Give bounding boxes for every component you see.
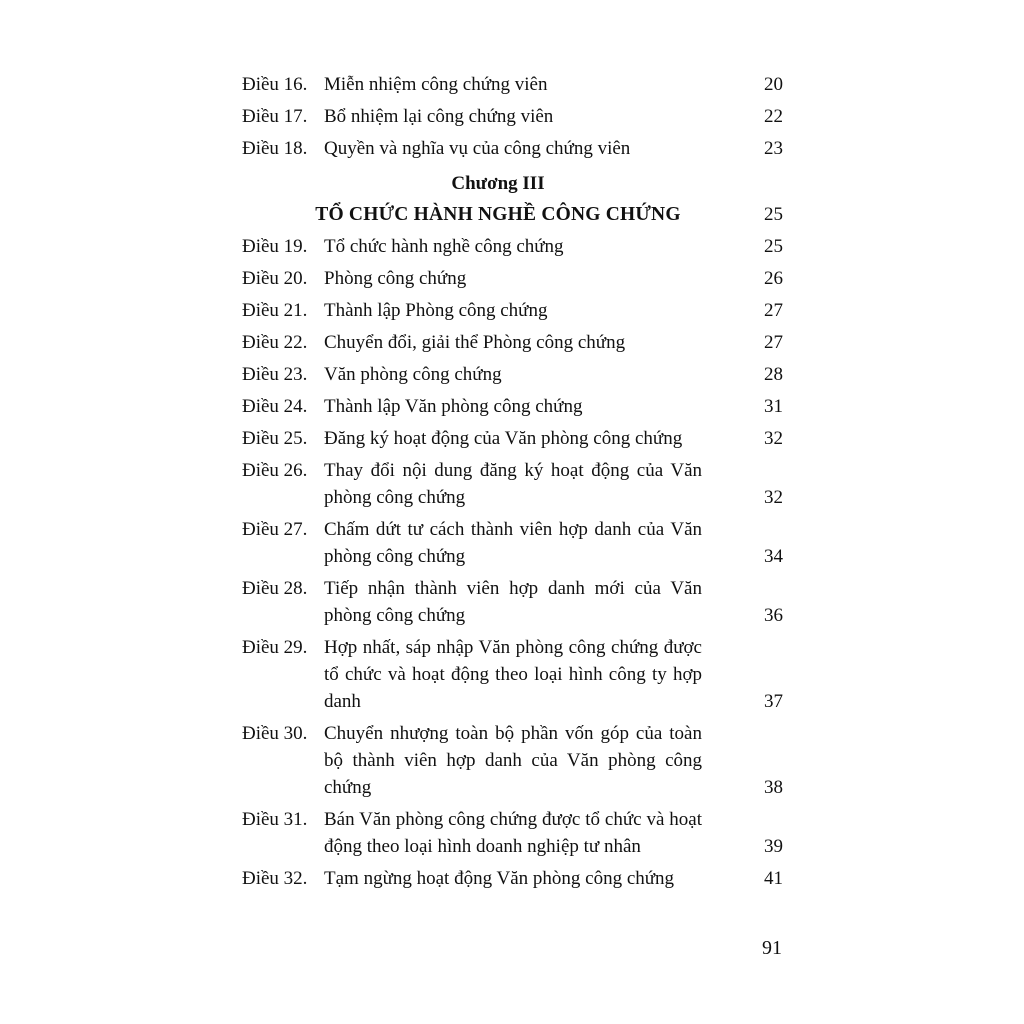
page-number: 34	[764, 546, 783, 567]
chapter-number: Chương III	[451, 173, 545, 194]
table-of-contents	[242, 71, 787, 897]
article-label: Điều 16.	[242, 74, 308, 95]
page-number: 25	[764, 236, 783, 257]
toc-entry	[242, 516, 787, 570]
chapter-title: TỔ CHỨC HÀNH NGHỀ CÔNG CHỨNG	[315, 204, 681, 225]
article-label: Điều 27.	[242, 519, 308, 540]
article-title: Bán Văn phòng công chứng được tổ chức và hoạt động theo loại hình doanh nghiệp tư nhân	[324, 809, 702, 857]
page-number: 39	[764, 836, 783, 857]
article-label: Điều 22.	[242, 332, 308, 353]
toc-entry	[242, 720, 787, 801]
article-label: Điều 31.	[242, 809, 308, 830]
article-label: Điều 23.	[242, 364, 308, 385]
article-label: Điều 30.	[242, 723, 308, 744]
article-label: Điều 20.	[242, 268, 308, 289]
toc-entry	[242, 361, 787, 388]
article-title: Đăng ký hoạt động của Văn phòng công chứng	[324, 428, 683, 449]
article-title: Tạm ngừng hoạt động Văn phòng công chứng	[324, 868, 675, 889]
toc-entry	[242, 806, 787, 860]
toc-entry	[242, 71, 787, 98]
article-title: Chuyển nhượng toàn bộ phần vốn góp của toàn bộ thành viên hợp danh của Văn phòng công chứng	[324, 723, 702, 798]
page-number: 41	[764, 868, 783, 889]
article-title: Hợp nhất, sáp nhập Văn phòng công chứng được tổ chức và hoạt động theo loại hình công ty hợp danh	[324, 637, 702, 712]
toc-entry	[242, 865, 787, 892]
article-title: Thành lập Phòng công chứng	[324, 300, 548, 321]
article-title: Quyền và nghĩa vụ của công chứng viên	[324, 138, 631, 159]
toc-entry	[242, 297, 787, 324]
article-label: Điều 32.	[242, 868, 308, 889]
article-label: Điều 17.	[242, 106, 308, 127]
article-title: Bổ nhiệm lại công chứng viên	[324, 106, 554, 127]
toc-entry	[242, 393, 787, 420]
page-number: 32	[764, 428, 783, 449]
article-title: Chuyển đổi, giải thể Phòng công chứng	[324, 332, 626, 353]
article-label: Điều 28.	[242, 578, 308, 599]
toc-entry	[242, 634, 787, 715]
article-label: Điều 19.	[242, 236, 308, 257]
page-number: 26	[764, 268, 783, 289]
page-number: 37	[764, 691, 783, 712]
page-number: 32	[764, 487, 783, 508]
article-title: Văn phòng công chứng	[324, 364, 502, 385]
page-number: 25	[764, 204, 783, 225]
page-number: 27	[764, 332, 783, 353]
page-number: 20	[764, 74, 783, 95]
article-label: Điều 18.	[242, 138, 308, 159]
page-number: 28	[764, 364, 783, 385]
toc-entry	[242, 103, 787, 130]
article-label: Điều 25.	[242, 428, 308, 449]
toc-entry	[242, 425, 787, 452]
toc-entry	[242, 457, 787, 511]
toc-entry	[242, 233, 787, 260]
toc-entry	[242, 135, 787, 162]
article-label: Điều 21.	[242, 300, 308, 321]
article-title: Tiếp nhận thành viên hợp danh mới của Văn phòng công chứng	[324, 578, 702, 626]
page-number: 23	[764, 138, 783, 159]
article-title: Tổ chức hành nghề công chứng	[324, 236, 564, 257]
chapter-heading	[242, 201, 787, 229]
page-number: 22	[764, 106, 783, 127]
page-number: 31	[764, 396, 783, 417]
article-title: Phòng công chứng	[324, 268, 467, 289]
page-number: 38	[764, 777, 783, 798]
article-label: Điều 29.	[242, 637, 308, 658]
toc-entry	[242, 575, 787, 629]
folio-page-number: 91	[762, 937, 782, 959]
article-title: Thay đổi nội dung đăng ký hoạt động của Văn phòng công chứng	[324, 460, 702, 508]
toc-entry	[242, 329, 787, 356]
article-title: Miễn nhiệm công chứng viên	[324, 74, 548, 95]
article-title: Thành lập Văn phòng công chứng	[324, 396, 583, 417]
page-number: 27	[764, 300, 783, 321]
page-number: 36	[764, 605, 783, 626]
article-title: Chấm dứt tư cách thành viên hợp danh của Văn phòng công chứng	[324, 519, 702, 567]
article-label: Điều 24.	[242, 396, 308, 417]
article-label: Điều 26.	[242, 460, 308, 481]
toc-entry	[242, 265, 787, 292]
